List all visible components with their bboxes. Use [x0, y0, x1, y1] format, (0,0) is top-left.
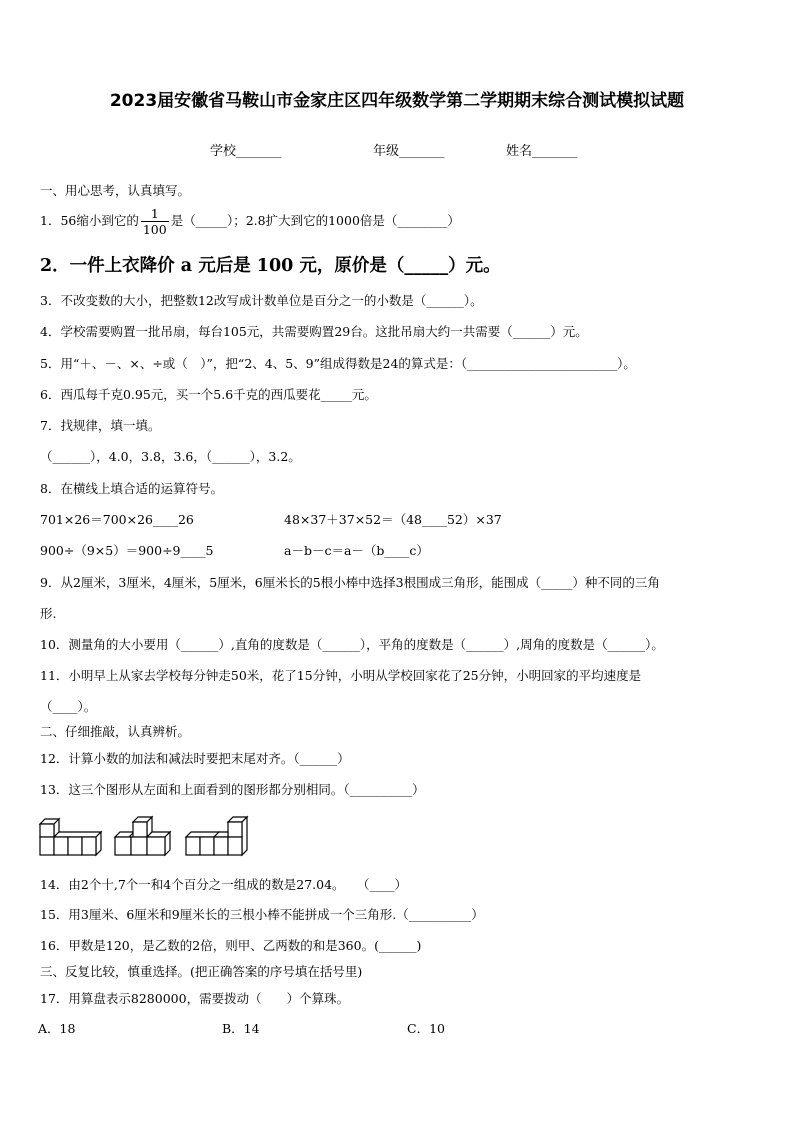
question-12: 12．计算小数的加法和减法时要把末尾对齐。（______） — [40, 751, 350, 766]
question-1: 1．56缩小到它的 $\frac{1}{100}$ 是（_____）；2.8扩大到它的1000倍是（________） — [40, 206, 460, 237]
question-7: 7．找规律，填一填。 — [40, 418, 161, 433]
school-field: 学校_______ — [210, 144, 282, 159]
question-8-b: 48×37＋37×52＝（48____52）×37 — [284, 512, 502, 527]
question-17: 17．用算盘表示8280000，需要拨动（ ）个算珠。 — [40, 991, 350, 1006]
question-17-option-b: B．14 — [222, 1021, 260, 1036]
section-3-heading: 三、反复比较，慎重选择。(把正确答案的序号填在括号里) — [40, 964, 363, 979]
cube-figure-3 — [184, 812, 250, 860]
grade-field: 年级_______ — [373, 144, 445, 159]
question-15: 15．用3厘米、6厘米和9厘米长的三根小棒不能拼成一个三角形.（__________） — [40, 907, 484, 922]
fraction: $\frac{1}{100}$ — [142, 206, 167, 237]
question-11: 11．小明早上从家去学校每分钟走50米，花了15分钟，小明从学校回家花了25分钟，小明回家的平均速度是 — [40, 668, 642, 683]
question-6: 6．西瓜每千克0.95元，买一个5.6千克的西瓜要花_____元。 — [40, 387, 377, 402]
page-title: 2023届安徽省马鞍山市金家庄区四年级数学第二学期期末综合测试模拟试题 — [109, 91, 685, 111]
question-7-sequence: （______），4.0，3.8，3.6，（______），3.2。 — [40, 449, 301, 464]
section-2-heading: 二、仔细推敲，认真辨析。 — [40, 724, 191, 739]
question-3: 3．不改变数的大小，把整数12改写成计数单位是百分之一的小数是（______）。 — [40, 293, 483, 308]
question-9: 9．从2厘米，3厘米，4厘米，5厘米，6厘米长的5根小棒中选择3根围成三角形，能围成（_____）种不同的三角 — [40, 575, 660, 590]
question-4: 4．学校需要购置一批吊扇，每台105元，共需要购置29台。这批吊扇大约一共需要（______）元。 — [40, 324, 588, 339]
question-8-c: 900÷（9×5）＝900÷9____5 — [40, 543, 214, 558]
question-8: 8．在横线上填合适的运算符号。 — [40, 481, 223, 496]
question-9-cont: 形. — [40, 606, 57, 621]
question-17-option-a: A．18 — [38, 1021, 76, 1036]
question-16: 16．甲数是120，是乙数的2倍，则甲、乙两数的和是360。(______) — [40, 938, 422, 953]
cube-figure-1 — [38, 812, 104, 860]
question-14: 14．由2个十,7个一和4个百分之一组成的数是27.04。 （____） — [40, 877, 408, 892]
question-11-cont: （____）。 — [40, 699, 97, 714]
question-5: 5．用“＋、－、×、÷或（ ）”，把“2、4、5、9”组成得数是24的算式是：（________________________）。 — [40, 356, 636, 371]
question-8-d: a－b－c＝a－（b____c） — [284, 543, 429, 558]
question-10: 10．测量角的大小要用（______）,直角的度数是（______），平角的度数是（______）,周角的度数是（______）。 — [40, 637, 664, 652]
question-8-a: 701×26＝700×26____26 — [40, 512, 194, 527]
section-1-heading: 一、用心思考，认真填写。 — [40, 183, 191, 198]
question-13: 13．这三个图形从左面和上面看到的图形都分别相同。（__________） — [40, 782, 425, 797]
question-17-option-c: C．10 — [407, 1021, 445, 1036]
name-field: 姓名_______ — [506, 144, 578, 159]
cube-figure-2 — [113, 812, 173, 860]
question-2: 2．一件上衣降价 a 元后是 100 元，原价是（_____）元。 — [40, 256, 501, 276]
